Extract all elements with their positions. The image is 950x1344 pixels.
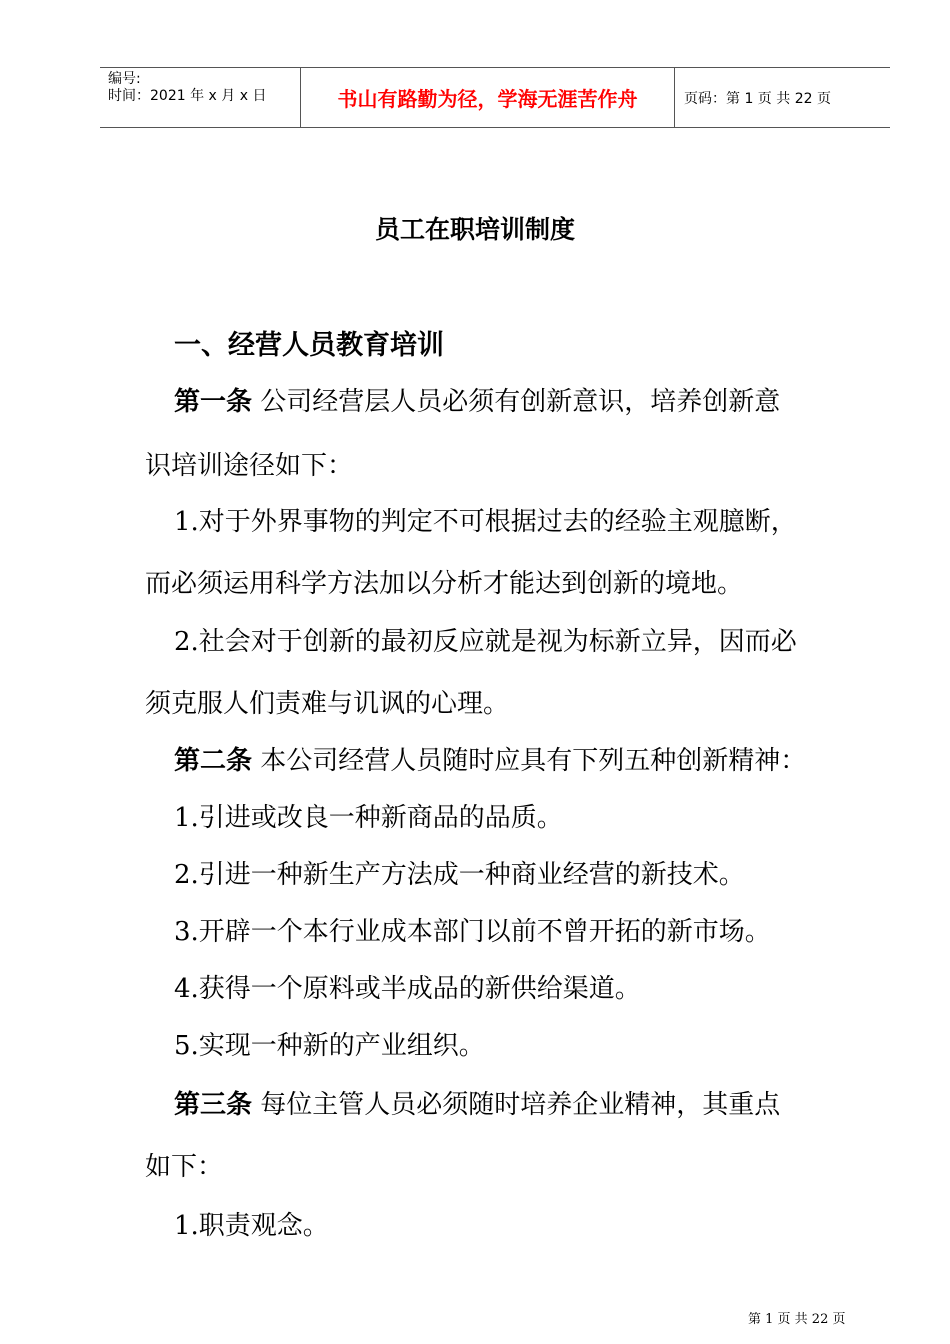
document-title: 员工在职培训制度 <box>374 215 575 244</box>
article-2-text: 本公司经营人员随时应具有下列五种创新精神： <box>252 746 807 776</box>
article-2-item-1: 1.引进或改良一种新商品的品质。 <box>174 803 563 833</box>
header-meta-cell <box>100 68 301 127</box>
article-2-item-5: 5.实现一种新的产业组织。 <box>174 1031 485 1061</box>
article-1-line-2: 识培训途径如下： <box>145 451 354 481</box>
article-3-line-2: 如下： <box>145 1152 224 1182</box>
article-3-item-1: 1.职责观念。 <box>174 1211 329 1241</box>
time-label: 时间：2021 年 x 月 x 日 <box>108 88 267 104</box>
article-1-item-2-line-2: 须克服人们责难与讥讽的心理。 <box>145 689 510 719</box>
code-label: 编号: <box>108 71 141 87</box>
article-2-label: 第二条 <box>174 746 253 776</box>
article-1-text: 公司经营层人员必须有创新意识，培养创新意 <box>252 387 781 417</box>
article-2-line <box>174 741 806 781</box>
section-heading: 一、经营人员教育培训 <box>174 330 444 361</box>
article-1-item-1-line-2: 而必须运用科学方法加以分析才能达到创新的境地。 <box>145 569 744 599</box>
page-footer: 第 1 页 共 22 页 <box>748 1312 846 1327</box>
article-3-line-1 <box>174 1085 780 1125</box>
article-2-item-2: 2.引进一种新生产方法成一种商业经营的新技术。 <box>174 860 745 890</box>
article-3-label: 第三条 <box>174 1090 253 1120</box>
header-page-info: 页码：第 1 页 共 22 页 <box>684 90 831 107</box>
document-header <box>100 67 890 128</box>
article-1-label: 第一条 <box>174 387 253 417</box>
article-3-text: 每位主管人员必须随时培养企业精神，其重点 <box>252 1090 781 1120</box>
article-2-item-3: 3.开辟一个本行业成本部门以前不曾开拓的新市场。 <box>174 917 771 947</box>
article-2-item-4: 4.获得一个原料或半成品的新供给渠道。 <box>174 974 641 1004</box>
article-1-line-1 <box>174 382 780 422</box>
article-1-item-1-line-1: 1.对于外界事物的判定不可根据过去的经验主观臆断， <box>174 507 797 537</box>
header-motto: 书山有路勤为径，学海无涯苦作舟 <box>301 68 675 127</box>
article-1-item-2-line-1: 2.社会对于创新的最初反应就是视为标新立异，因而必 <box>174 627 797 657</box>
